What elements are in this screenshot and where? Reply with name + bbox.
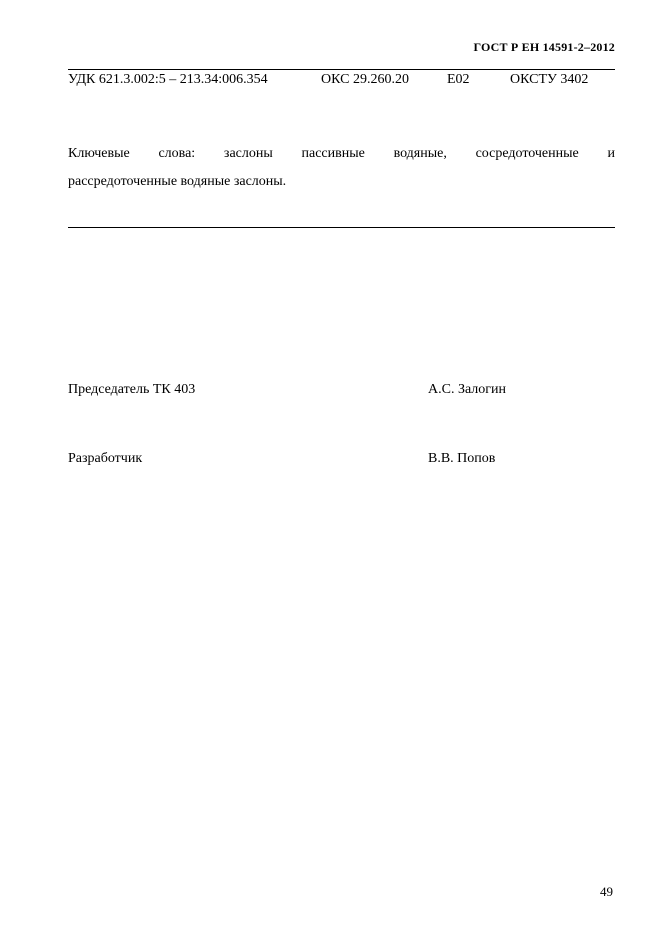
udk-code: УДК 621.3.002:5 – 213.34:006.354 xyxy=(68,72,268,87)
keyword-word: и xyxy=(607,146,615,161)
keywords-divider xyxy=(68,227,615,228)
keywords-paragraph xyxy=(68,140,615,196)
okstu-code: ОКСТУ 3402 xyxy=(510,72,589,87)
keyword-word: пассивные xyxy=(301,146,365,161)
signature-row-chair xyxy=(68,382,615,402)
keyword-word: заслоны xyxy=(223,146,273,161)
keywords-line-1 xyxy=(68,140,615,168)
page-number: 49 xyxy=(600,884,613,899)
keyword-word: слова: xyxy=(158,146,196,161)
chair-name: А.С. Залогин xyxy=(428,382,507,397)
signature-row-developer xyxy=(68,451,615,471)
e-code: Е02 xyxy=(447,72,470,87)
chair-role: Председатель ТК 403 xyxy=(68,382,196,397)
header-divider xyxy=(68,69,615,70)
keyword-word: водяные, xyxy=(393,146,447,161)
keyword-word: сосредоточенные xyxy=(475,146,579,161)
oks-code: ОКС 29.260.20 xyxy=(321,72,409,87)
classification-codes xyxy=(68,72,615,90)
developer-name: В.В. Попов xyxy=(428,451,496,466)
standard-title: ГОСТ Р ЕН 14591-2–2012 xyxy=(473,40,615,54)
developer-role: Разработчик xyxy=(68,451,143,466)
keywords-line-2: рассредоточенные водяные заслоны. xyxy=(68,174,287,189)
keyword-word: Ключевые xyxy=(68,146,130,161)
